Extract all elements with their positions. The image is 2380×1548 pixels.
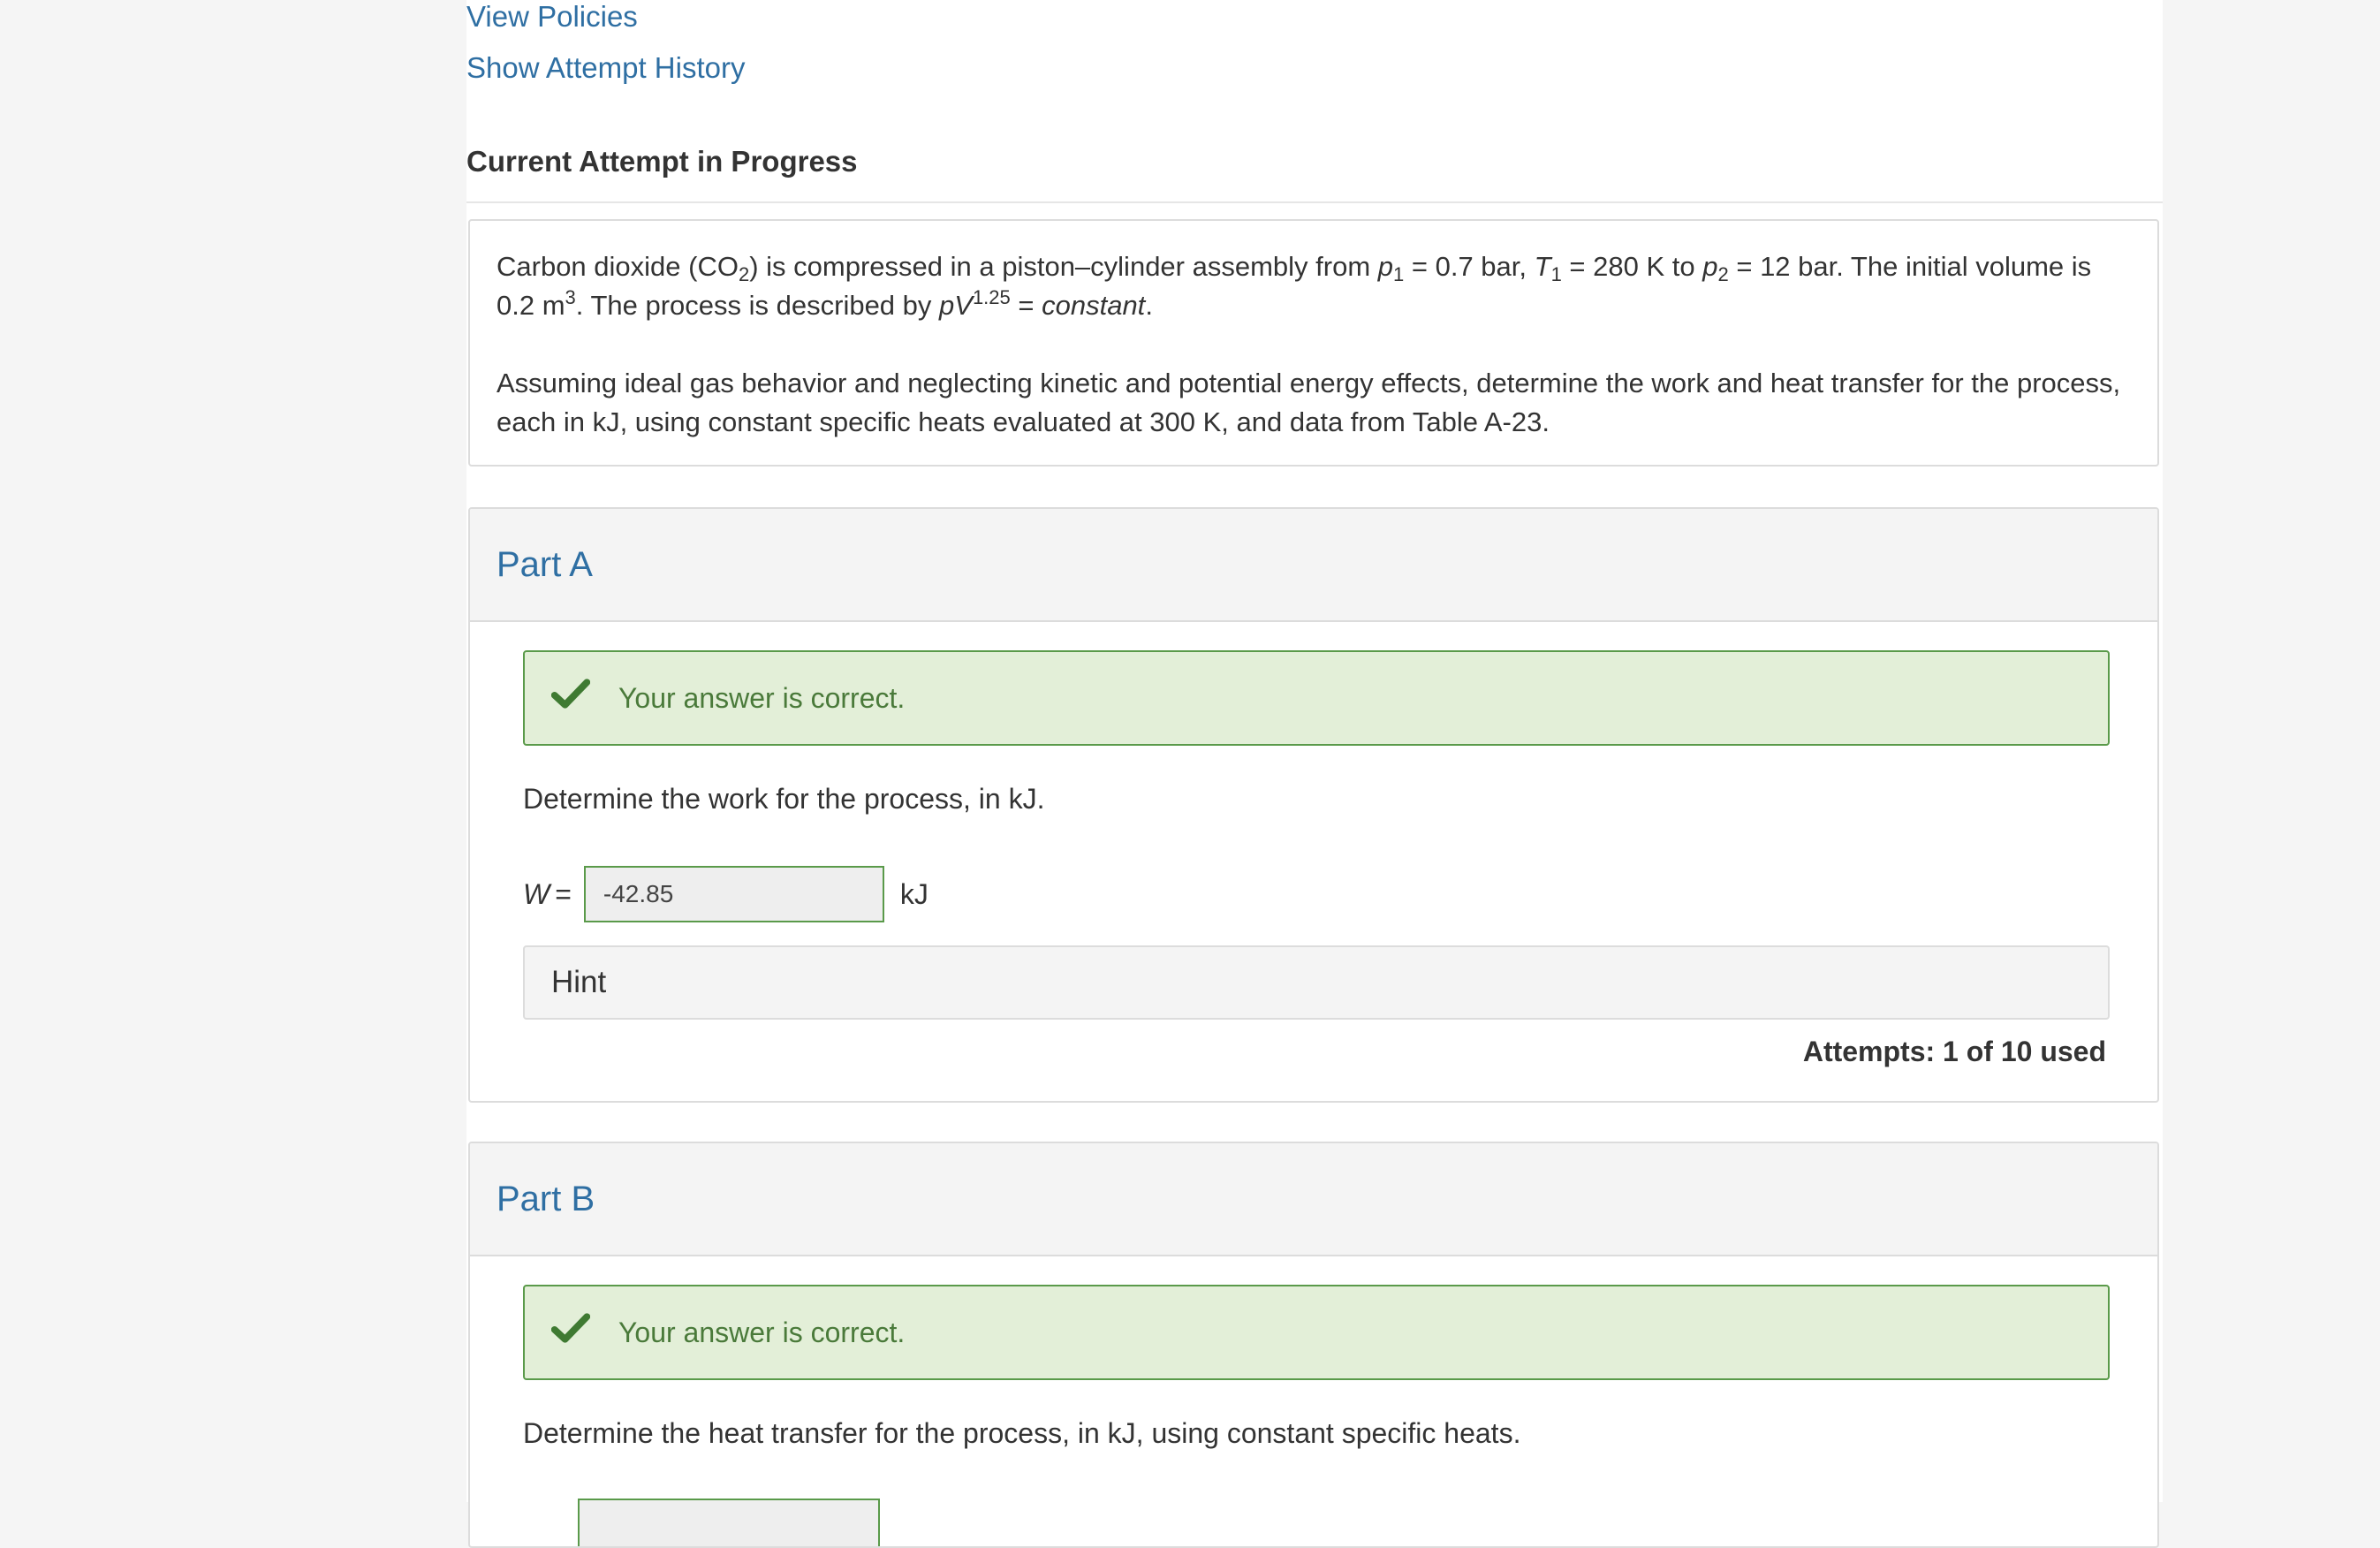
part-b-correct-banner: [523, 1285, 2110, 1380]
question-statement: [468, 219, 2159, 467]
part-b-status-text: Your answer is correct.: [618, 1316, 906, 1348]
divider: [466, 201, 2163, 203]
question-paragraph-2: Assuming ideal gas behavior and neglecting kinetic and potential energy effects, determine the work and heat transfer for the process, each in kJ, using constant specific heats evaluated at 300 K, and data from Table A-23.: [496, 368, 2121, 437]
part-a-attempts: Attempts: 1 of 10 used: [1802, 1036, 2106, 1067]
heat-answer-input[interactable]: [578, 1499, 880, 1548]
current-attempt-heading: Current Attempt in Progress: [466, 145, 858, 178]
assignment-page: [466, 0, 2163, 1502]
part-b-header[interactable]: [470, 1143, 2157, 1256]
part-a-status-text: Your answer is correct.: [618, 681, 906, 714]
part-a-title: Part A: [496, 544, 593, 584]
part-a-answer-row: [523, 866, 929, 922]
question-paragraph-1: Carbon dioxide $(CO_2)$ is compressed in a piston–cylinder assembly from $p_1 = 0.7$ bar, $T_1 = 280$ K to $p_2 = 12$ bar. The initial volume is 0.2 $m^3$. The process is described by $pV^{1.25}$ = constant.: [496, 251, 2092, 321]
checkmark-icon: [551, 1309, 590, 1347]
work-variable-label: W: [523, 877, 550, 910]
part-a-header[interactable]: [470, 509, 2157, 622]
show-attempt-history-link[interactable]: Show Attempt History: [466, 51, 746, 84]
work-unit-label: kJ: [899, 877, 929, 910]
part-b-panel: [468, 1142, 2159, 1548]
checkmark-icon: [551, 674, 590, 713]
part-a-correct-banner: [523, 650, 2110, 746]
equals-sign: =: [555, 877, 572, 910]
part-b-title: Part B: [496, 1179, 595, 1218]
part-a-prompt: Determine the work for the process, in kJ.: [523, 783, 1045, 815]
work-answer-input[interactable]: [584, 866, 884, 922]
part-b-prompt: Determine the heat transfer for the process, in kJ, using constant specific heats.: [523, 1417, 1521, 1449]
part-a-panel: [468, 507, 2159, 1103]
hint-label: Hint: [551, 965, 607, 999]
part-a-hint-button[interactable]: [523, 945, 2110, 1020]
view-policies-link[interactable]: View Policies: [466, 0, 638, 33]
